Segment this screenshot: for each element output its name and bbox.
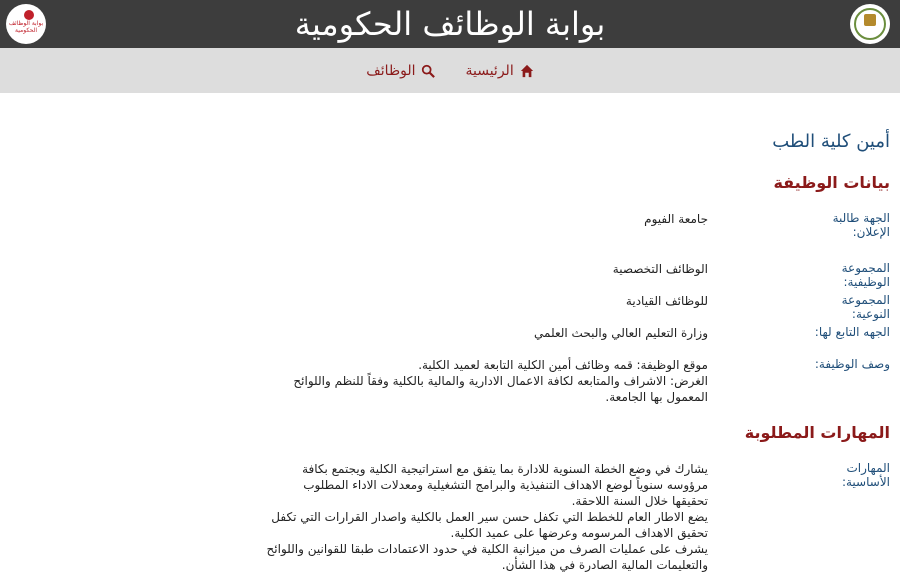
field-label: المجموعة الوظيفية:	[841, 261, 890, 289]
basic-skills-text	[267, 461, 708, 573]
home-icon	[520, 64, 534, 78]
field-advertiser	[10, 211, 890, 239]
field-quality-group	[10, 293, 890, 321]
portal-logo[interactable]	[6, 4, 46, 44]
description-text	[293, 357, 708, 405]
section-heading-skills: المهارات المطلوبة	[744, 423, 890, 442]
field-basic-skills	[10, 461, 890, 571]
skills-line: يضع الاطار العام للخطط التي تكفل حسن سير العمل بالكلية واصدار القرارات التي تكفل	[271, 510, 708, 524]
section-heading-job-data: بيانات الوظيفة	[773, 173, 890, 192]
site-title: بوابة الوظائف الحكومية	[294, 5, 606, 43]
portal-logo-text: بوابة الوظائف الحكومية	[8, 20, 44, 34]
description-line: المعمول بها الجامعة.	[605, 390, 708, 404]
skills-line: تحقيق الاهداف المرسومه وعرضها على عميد الكلية.	[450, 526, 708, 540]
main-nav	[0, 48, 900, 93]
nav-jobs-link[interactable]	[366, 63, 435, 79]
skills-line: يشرف على عمليات الصرف من ميزانية الكلية في حدود الاعتمادات طبقا للقوانين واللوائح	[266, 542, 708, 556]
description-line: الغرض: الاشراف والمتابعه لكافة الاعمال الادارية والمالية بالكلية وفقاً للنظم واللوائح	[293, 374, 708, 388]
field-job-group	[10, 261, 890, 289]
skills-line: يشارك في وضع الخطة السنوية للادارة بما يتفق مع استراتيجية الكلية ويجتمع بكافة	[302, 462, 708, 476]
field-description	[10, 357, 890, 407]
search-icon	[421, 64, 435, 78]
field-label: المجموعة النوعية:	[841, 293, 890, 321]
field-affiliation	[10, 325, 890, 345]
field-label: الجهة طالبة الإعلان:	[832, 211, 890, 239]
field-label: وصف الوظيفة:	[814, 357, 890, 371]
runner-icon	[24, 10, 34, 20]
field-value: الوظائف التخصصية	[612, 262, 708, 276]
description-line: موقع الوظيفة: قمه وظائف أمين الكلية التابعة لعميد الكلية.	[418, 358, 708, 372]
nav-home-label: الرئيسية	[465, 62, 514, 79]
job-title: أمين كلية الطب	[772, 131, 890, 152]
site-header	[0, 0, 900, 48]
skills-line: والتعليمات المالية الصادرة في هذا الشأن.	[501, 558, 708, 572]
field-value: جامعة الفيوم	[644, 212, 708, 226]
field-value: للوظائف القيادية	[625, 294, 708, 308]
field-label: الجهه التابع لها:	[814, 325, 890, 339]
field-value: وزارة التعليم العالي والبحث العلمي	[534, 326, 708, 340]
skills-line: تحقيقها خلال السنة اللاحقة.	[571, 494, 708, 508]
field-label: المهارات الأساسية:	[841, 461, 890, 489]
nav-home-link[interactable]	[465, 63, 533, 79]
nav-jobs-label: الوظائف	[366, 62, 416, 79]
skills-line: مرؤوسه سنوياً لوضع الاهداف التنفيذية والبرامج التشغيلية ومعدلات الاداء المطلوب	[303, 478, 708, 492]
